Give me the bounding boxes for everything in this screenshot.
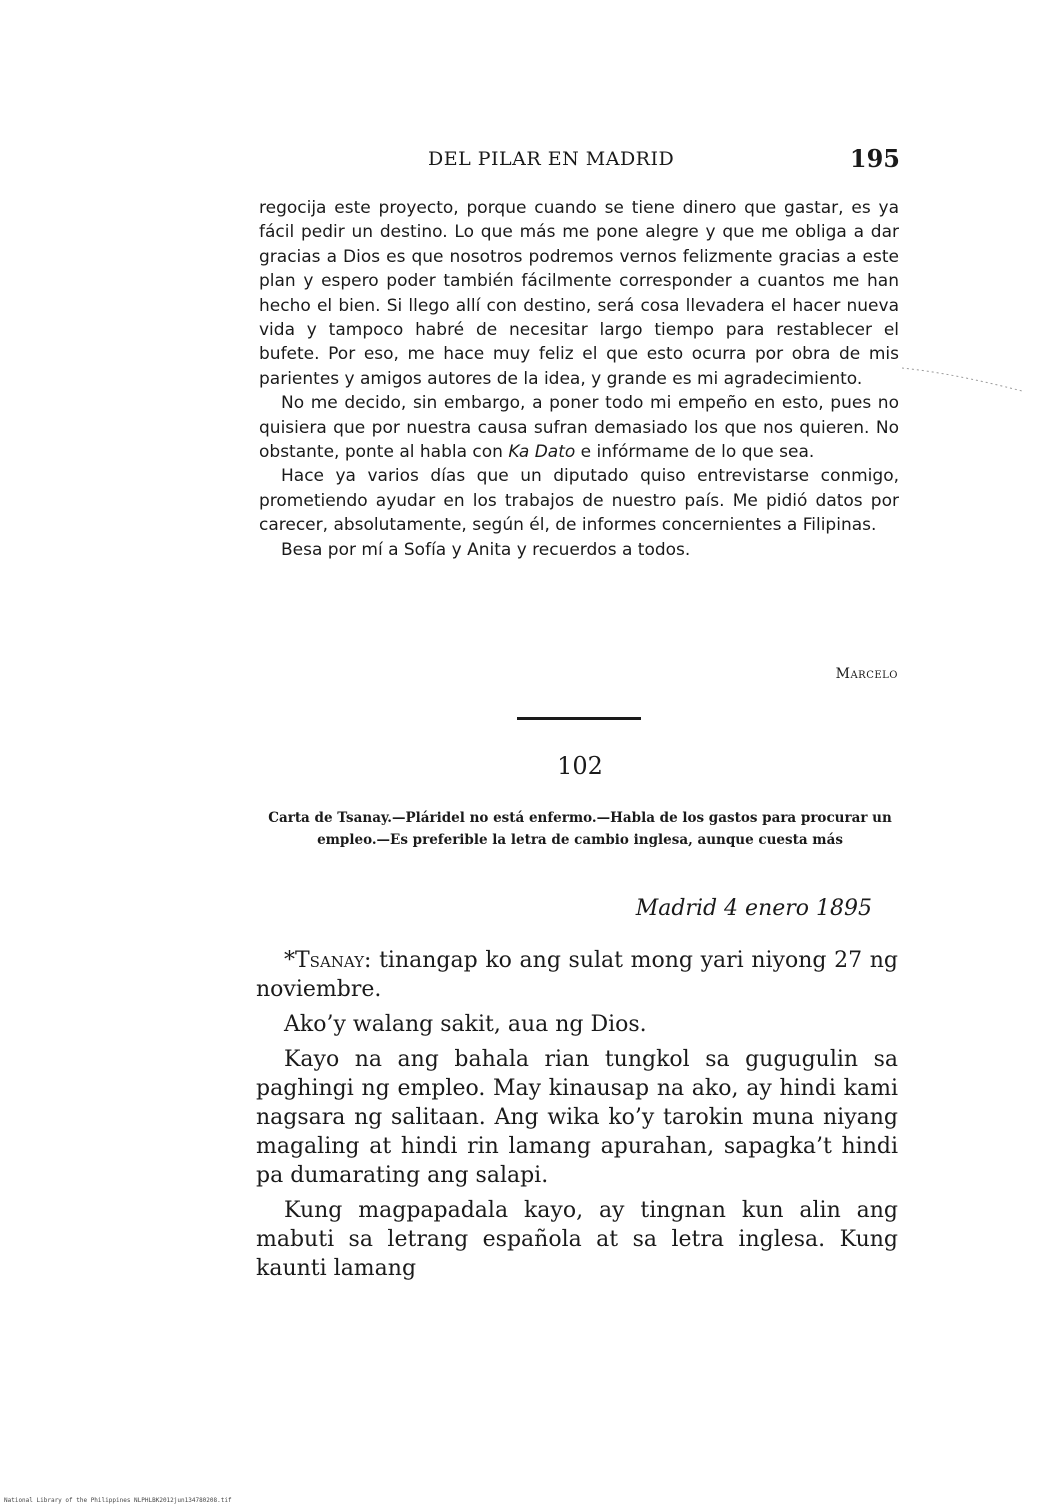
page-number: 195 xyxy=(849,144,900,173)
letter-102-paragraph-3: Kayo na ang bahala rian tungkol sa gugugulin sa paghingi ng empleo. May kinausap na ako, ay hindi kami nagsara ng salitaan. Ang wika ko’y tarokin muna niyang magaling at hindi rin lamang apurahan, sapagka’t hindi pa dumarating ang salapi. xyxy=(256,1047,898,1188)
letter-101-paragraph-1: regocija este proyecto, porque cuando se tiene dinero que gastar, es ya fácil pedir un destino. Lo que más me pone alegre y que me obliga a dar gracias a Dios es que nosotros podremos vernos felizmente gracias a este plan y espero poder también fácilmente corresponder a cuantos me han hecho el bien. Si llego allí con destino, será cosa llevadera el hacer nueva vida y tampoco habré de necesitar largo tiempo para restablecer el bufete. Por eso, me hace muy feliz el que esto ocurra por obra de mis parientes y amigos autores de la idea, y grande es mi agradecimiento. xyxy=(259,198,899,389)
letter-102-paragraph-1 xyxy=(256,946,898,1004)
signature: Marcelo xyxy=(835,666,898,682)
letter-102-paragraph-4: Kung magpapadala kayo, ay tingnan kun alin ang mabuti sa letrang española at sa letra inglesa. Kung kaunti lamang xyxy=(256,1198,898,1281)
letter-102-body xyxy=(256,946,898,1289)
page-header xyxy=(260,144,900,184)
scan-footer: National Library of the Philippines NLPHLBK2012jun134780208.tif xyxy=(4,1497,232,1504)
running-head: DEL PILAR EN MADRID xyxy=(428,148,675,170)
ka-dato-name: Ka Dato xyxy=(508,442,576,463)
letter-101-paragraph-3: Hace ya varios días que un diputado quiso entrevistarse conmigo, prometiendo ayudar en los trabajos de nuestro país. Me pidió datos por carecer, absolutamente, según él, de informes concernientes a Filipinas. xyxy=(259,466,899,536)
letter-summary: Carta de Tsanay.—Pláridel no está enfermo.—Habla de los gastos para procurar un empleo.—Es preferible la letra de cambio inglesa, aunque cuesta más xyxy=(268,810,892,848)
letter-101-paragraph-4: Besa por mí a Sofía y Anita y recuerdos a todos. xyxy=(281,539,691,560)
letter-101-paragraph-2 xyxy=(259,391,899,464)
letter-102-paragraph-2: Ako’y walang sakit, aua ng Dios. xyxy=(284,1012,647,1037)
addressee: *Tsanay xyxy=(284,948,365,973)
letter-102-paragraph-1-rest: : tinangap ko ang sulat mong yari niyong 27 ng noviembre. xyxy=(256,948,898,1002)
letter-101-paragraph-2-end: e infórmame de lo que sea. xyxy=(575,442,815,463)
section-divider xyxy=(517,717,641,720)
letter-101-body xyxy=(259,196,899,562)
letter-101-paragraph-2-start: No me decido, sin embargo, a poner todo mi empeño en esto, pues no quisiera que por nuestra causa sufran demasiado los que nos quieren. No obstante, ponte al habla con xyxy=(259,393,899,463)
stray-pencil-mark xyxy=(902,363,1022,393)
dateline: Madrid 4 enero 1895 xyxy=(635,896,872,921)
letter-number: 102 xyxy=(557,752,603,780)
